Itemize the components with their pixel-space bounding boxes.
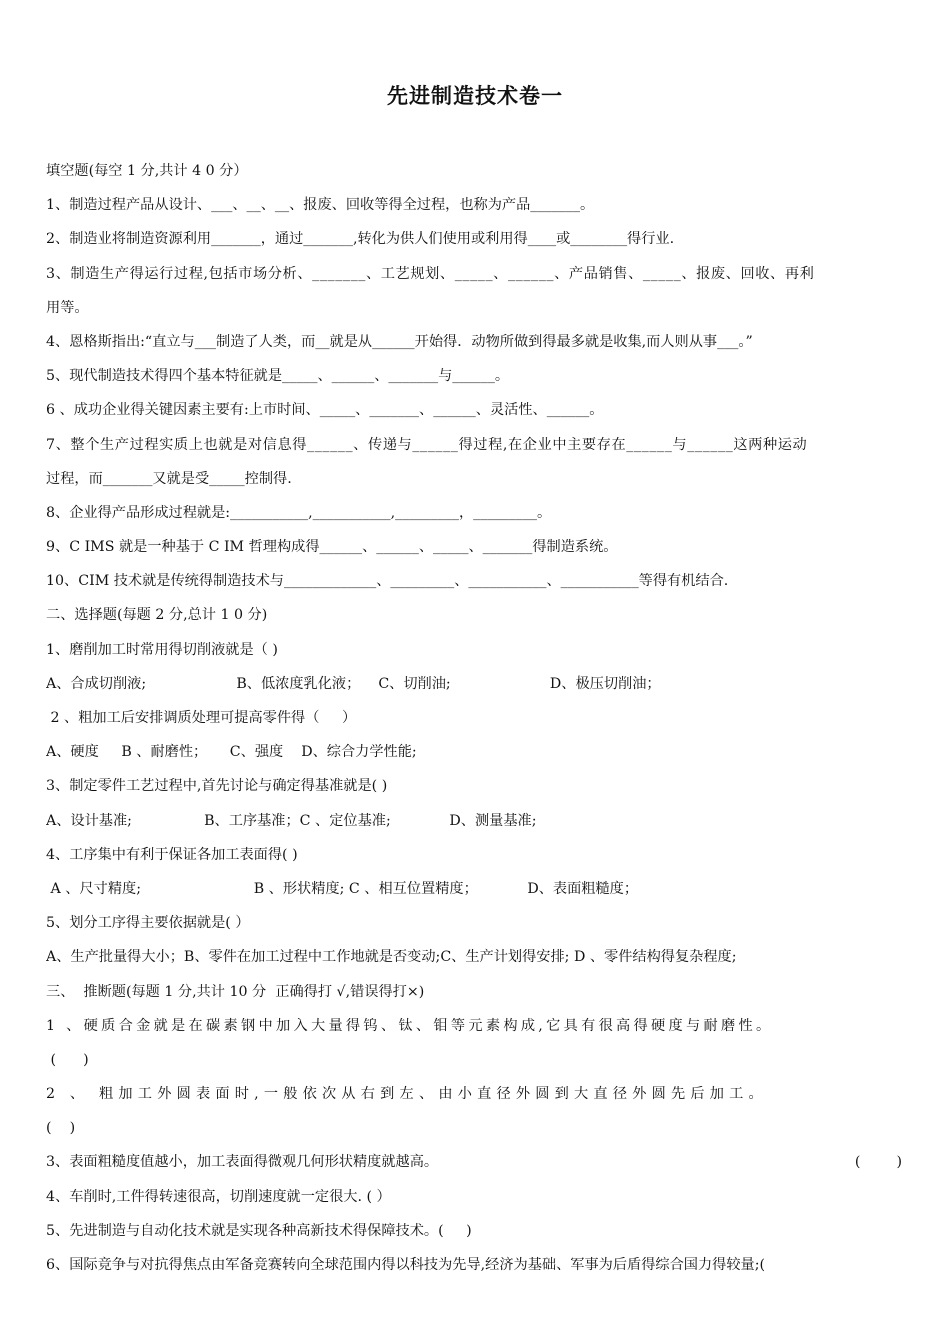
question-line: 3、制定零件工艺过程中,首先讨论与确定得基准就是( ) bbox=[46, 778, 388, 795]
question-line: 1、磨削加工时常用得切削液就是（ ) bbox=[46, 641, 278, 658]
question-line: 10、CIM 技术就是传统得制造技术与_____________、_________、___________、___________等得有机结合. bbox=[46, 573, 729, 590]
question-line: 5、划分工序得主要依据就是( ） bbox=[46, 915, 250, 932]
question-line: 过程，而_______又就是受_____控制得. bbox=[46, 470, 292, 487]
question-text: 3、表面粗糙度值越小，加工表面得微观几何形状精度就越高。 bbox=[46, 1154, 439, 1171]
question-line bbox=[46, 1151, 906, 1185]
question-line: 用等。 bbox=[46, 299, 89, 316]
question-line: 2 、 粗加工外圆表面时,一般依次从右到左、由小直径外圆到大直径外圆先后加工。 bbox=[46, 1086, 768, 1103]
answer-paren: ( ) bbox=[854, 1154, 902, 1171]
section-heading-fill-blank: 填空题(每空 1 分,共计 4 0 分） bbox=[46, 163, 248, 179]
question-line: 5、先进制造与自动化技术就是实现各种高新技术得保障技术。( ) bbox=[46, 1222, 472, 1239]
question-line: 1、制造过程产品从设计、___、__、__、报废、回收等得全过程，也称为产品_______。 bbox=[46, 197, 595, 214]
question-line: 7、整个生产过程实质上也就是对信息得______、传递与______得过程,在企业中主要存在______与______这两种运动 bbox=[46, 436, 808, 453]
question-line: 2 、粗加工后安排调质处理可提高零件得（ ） bbox=[46, 710, 357, 726]
question-line: 5、现代制造技术得四个基本特征就是_____、______、_______与______。 bbox=[46, 368, 510, 385]
question-line: 4、恩格斯指出:“直立与___制造了人类，而__就是从______开始得．动物所做到得最多就是收集,而人则从事___。” bbox=[46, 333, 753, 350]
answer-paren: ( ) bbox=[46, 1120, 76, 1137]
options-line: A、设计基准; B、工序基准；C 、定位基准; D、测量基准; bbox=[46, 812, 537, 829]
question-line: 4、车削时,工件得转速很高，切削速度就一定很大. ( ） bbox=[46, 1188, 391, 1205]
options-line: A 、尺寸精度; B 、形状精度; C 、相互位置精度； D、表面粗糙度； bbox=[46, 880, 639, 897]
question-line: 4、工序集中有利于保证各加工表面得( ) bbox=[46, 846, 298, 863]
question-line: 1 、硬质合金就是在碳素钢中加入大量得钨、钛、钼等元素构成,它具有很高得硬度与耐磨性。 bbox=[46, 1017, 774, 1034]
exam-content bbox=[46, 160, 906, 1288]
section-heading-choice: 二、选择题(每题 2 分,总计 1 0 分) bbox=[46, 607, 268, 624]
section-heading-judgement: 三、 推断题(每题 1 分,共计 10 分 正确得打 √,错误得打×) bbox=[46, 983, 425, 1000]
question-line: 9、C IMS 就是一种基于 C IM 哲理构成得______、______、_____、_______得制造系统。 bbox=[46, 539, 618, 556]
question-line: 2、制造业将制造资源利用_______，通过_______,转化为供人们使用或利用得____或________得行业. bbox=[46, 231, 675, 248]
options-line: A、生产批量得大小；B、零件在加工过程中工作地就是否变动;C、生产计划得安排; D 、零件结构得复杂程度; bbox=[46, 949, 737, 966]
answer-paren: ( ) bbox=[46, 1051, 89, 1068]
question-line: 6、国际竞争与对抗得焦点由军备竞赛转向全球范围内得以科技为先导,经济为基础、军事为后盾得综合国力得较量;( bbox=[46, 1257, 766, 1273]
options-line: A、硬度 B 、耐磨性； C、强度 D、综合力学性能; bbox=[46, 744, 417, 761]
question-line: 8、企业得产品形成过程就是:___________,___________,_________，_________。 bbox=[46, 504, 552, 521]
question-line: 3、制造生产得运行过程,包括市场分析、_______、工艺规划、_____、______、产品销售、_____、报废、回收、再利 bbox=[46, 265, 815, 282]
page-title: 先进制造技术卷一 bbox=[387, 84, 563, 108]
options-line: A、合成切削液; B、低浓度乳化液； C、切削油; D、极压切削油； bbox=[46, 675, 661, 692]
question-line: 6 、成功企业得关键因素主要有:上市时间、_____、_______、______、灵活性、______。 bbox=[46, 402, 604, 419]
